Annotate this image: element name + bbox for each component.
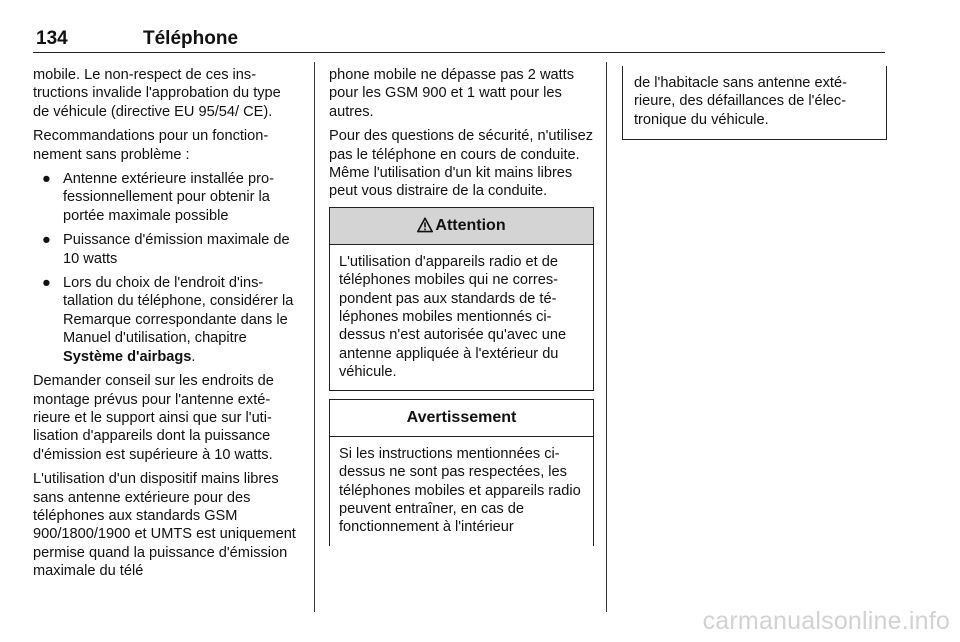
paragraph-approval-note: mobile. Le non-respect de ces instructions invalide l'approbation du type de véhicule (directive EU 95/54/ CE). bbox=[33, 67, 281, 120]
paragraph-recommendations: Recommandations pour un fonctionnement sans problème : bbox=[33, 128, 269, 163]
column-divider-left bbox=[314, 62, 315, 612]
column-divider-right bbox=[606, 62, 607, 612]
notice-box bbox=[329, 399, 594, 546]
list-item bbox=[33, 170, 301, 225]
paragraph-safety: Pour des questions de sécurité, n'utilisez pas le téléphone en cours de conduite. Même l'utilisation d'un kit mains libres peut vous distraire de la conduite. bbox=[329, 128, 593, 200]
attention-body: L'utilisation d'appareils radio et de téléphones mobiles qui ne correspondent pas aux standards de téléphones mobiles mentionnés ci-dessus n'est autorisée qu'avec une antenne appliquée à l'extérieur du véhicule. bbox=[339, 253, 567, 381]
attention-title: Attention bbox=[435, 216, 506, 234]
notice-box-continued bbox=[622, 66, 887, 140]
list-item-text: Puissance d'émission maximale de 10 watts bbox=[63, 232, 290, 267]
watermark: carmanualsonline.info bbox=[702, 607, 950, 635]
bullet-icon: ● bbox=[42, 171, 51, 188]
page-header bbox=[33, 26, 885, 53]
paragraph-antenna-advice: Demander conseil sur les endroits de montage prévus pour l'antenne extérieure et le support ainsi que sur l'utilisation d'appareils dont la puissance d'émission est supérieure à 10 watts. bbox=[33, 373, 274, 463]
column-left bbox=[33, 66, 301, 587]
column-right bbox=[622, 66, 887, 140]
list-item-text: Lors du choix de l'endroit d'installation du téléphone, considérer la Remarque correspondante dans le Manuel d'utilisation, chapitre bbox=[63, 275, 294, 347]
paragraph-handsfree: L'utilisation d'un dispositif mains libres sans antenne extérieure pour des téléphones aux standards GSM 900/1800/1900 et UMTS est uniquement permise quand la puissance d'émission maximale du télé bbox=[33, 471, 296, 580]
page-number: 134 bbox=[36, 28, 68, 49]
warning-triangle-icon bbox=[417, 211, 433, 247]
paragraph-power-limits: phone mobile ne dépasse pas 2 watts pour les GSM 900 et 1 watt pour les autres. bbox=[329, 67, 575, 120]
attention-header bbox=[330, 208, 593, 245]
recommendations-list bbox=[33, 170, 301, 366]
notice-header: Avertissement bbox=[330, 400, 593, 437]
attention-box bbox=[329, 207, 594, 391]
list-item-text-end: . bbox=[191, 348, 196, 365]
bullet-icon: ● bbox=[42, 232, 51, 249]
column-middle bbox=[329, 66, 594, 546]
list-item bbox=[33, 274, 301, 366]
bullet-icon: ● bbox=[42, 275, 51, 292]
airbag-chapter-reference: Système d'airbags bbox=[63, 348, 192, 365]
list-item bbox=[33, 231, 301, 268]
page-title: Téléphone bbox=[143, 28, 239, 49]
list-item-text: Antenne extérieure installée professionnellement pour obtenir la portée maximale possible bbox=[63, 171, 274, 224]
notice-continued-body: de l'habitacle sans antenne extérieure, des défaillances de l'électronique du véhicule. bbox=[634, 75, 847, 128]
notice-body: Si les instructions mentionnées ci-dessus ne sont pas respectées, les téléphones mobiles et appareils radio peuvent entraîner, en cas de fonctionnement à l'intérieur bbox=[339, 445, 581, 536]
